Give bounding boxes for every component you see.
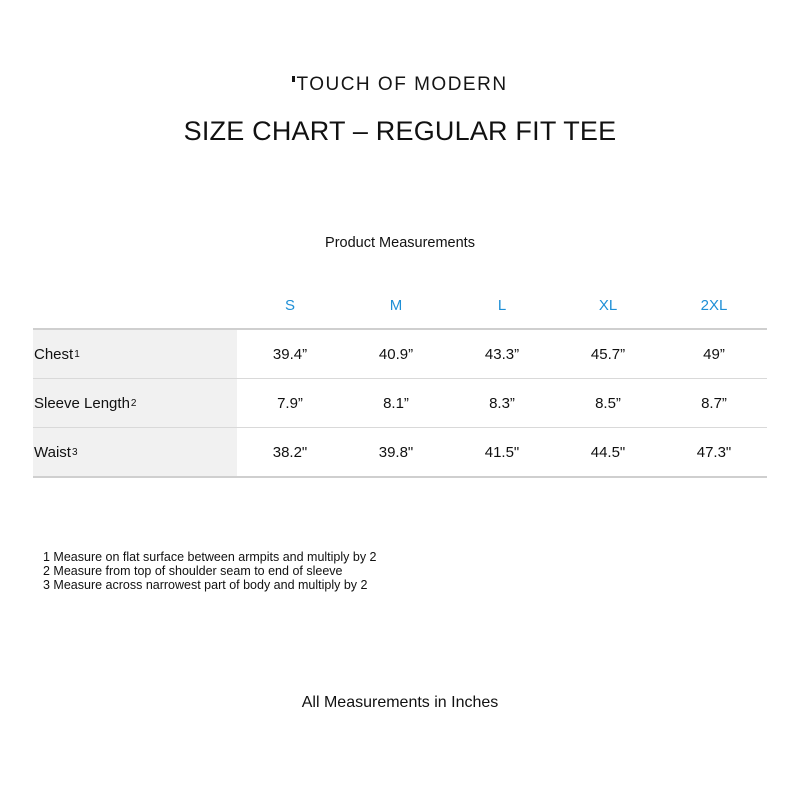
section-title: Product Measurements	[325, 235, 475, 251]
table-cell: 47.3"	[696, 443, 732, 461]
table-cell: 40.9”	[378, 345, 414, 363]
size-header-row	[33, 283, 767, 328]
size-table	[33, 283, 767, 478]
table-cell: 41.5"	[484, 443, 520, 461]
footnote-marker: 3	[71, 446, 78, 458]
footnote-marker: 2	[130, 397, 137, 409]
units-footer: All Measurements in Inches	[301, 694, 499, 711]
table-cell: 8.7”	[701, 394, 727, 412]
table-cell: 39.8"	[378, 443, 414, 461]
size-header: L	[497, 297, 507, 314]
table-row-chest	[33, 330, 767, 379]
footnote-marker: 1	[74, 348, 80, 360]
footnote: 1 Measure on flat surface between armpits and multiply by 2	[43, 550, 377, 564]
size-header: 2XL	[700, 297, 728, 314]
table-cell: 44.5"	[590, 443, 626, 461]
table-cell: 8.3”	[489, 394, 515, 412]
table-cell: 43.3”	[484, 345, 520, 363]
footnote: 3 Measure across narrowest part of body and multiply by 2	[43, 578, 368, 592]
page-title: SIZE CHART – REGULAR FIT TEE	[183, 116, 617, 146]
table-row-waist	[33, 428, 767, 478]
table-row-sleeve-length	[33, 379, 767, 428]
brand-logo	[0, 74, 800, 96]
table-cell: 8.5”	[595, 394, 621, 412]
row-label: Chest 1	[33, 330, 237, 378]
logo-mark	[292, 76, 295, 82]
footnotes	[43, 550, 377, 592]
size-header: XL	[598, 297, 618, 314]
table-cell: 8.1”	[383, 394, 409, 412]
size-header: S	[284, 297, 295, 314]
table-cell: 38.2"	[272, 443, 308, 461]
footnote: 2 Measure from top of shoulder seam to end of sleeve	[43, 564, 343, 578]
table-cell: 7.9”	[277, 394, 303, 412]
table-cell: 39.4”	[272, 345, 308, 363]
row-label: Sleeve Length 2	[33, 379, 237, 427]
table-cell: 45.7”	[590, 345, 626, 363]
row-label: Waist 3	[33, 428, 237, 476]
table-cell: 49”	[703, 345, 725, 363]
size-header: M	[389, 297, 403, 314]
brand-name: TOUCH OF MODERN	[296, 74, 508, 95]
